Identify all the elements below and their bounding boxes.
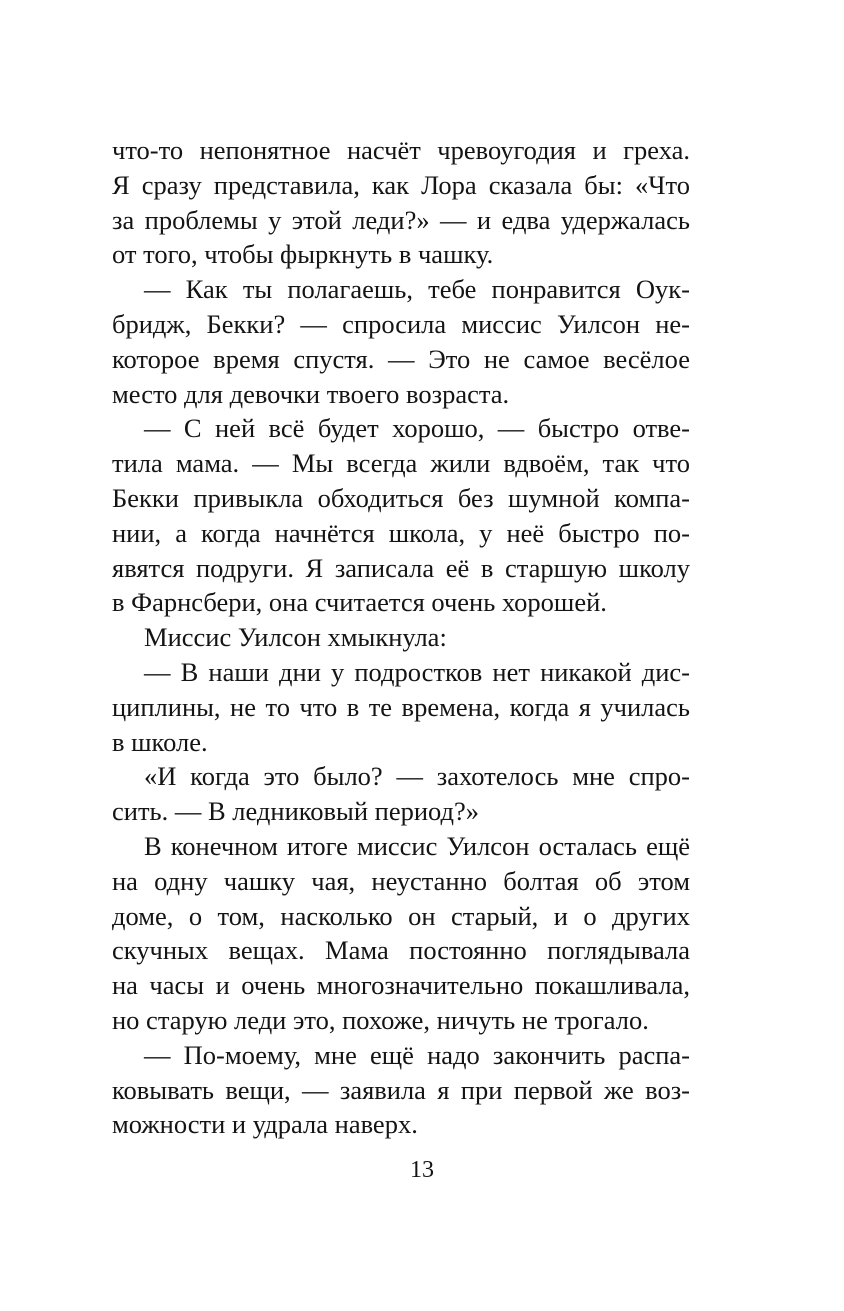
text-line: явятся подруги. Я записала её в старшую школу <box>112 552 690 583</box>
text-line: В конечном итоге миссис Уилсон осталась ещё <box>144 830 690 861</box>
page-number: 13 <box>410 1157 434 1183</box>
text-line: которое время спустя. — Это не самое весёлое <box>112 343 690 374</box>
text-line: Я сразу представила, как Лора сказала бы: «Что <box>112 169 690 200</box>
text-line: за проблемы у этой леди?» — и едва удержалась <box>112 204 690 235</box>
text-line: доме, о том, насколько он старый, и о других <box>112 900 690 931</box>
text-line: скучных вещах. Мама постоянно поглядывала <box>112 935 690 966</box>
text-line: циплины, не то что в те времена, когда я училась <box>112 691 690 722</box>
text-line: нии, а когда начнётся школа, у неё быстро по- <box>112 517 690 548</box>
text-line: что-то непонятное насчёт чревоугодия и греха. <box>112 135 690 165</box>
text-line: Бекки привыкла обходиться без шумной компа- <box>112 482 690 513</box>
text-line: на одну чашку чая, неустанно болтая об этом <box>112 865 690 896</box>
text-line: Миссис Уилсон хмыкнула: <box>144 622 447 653</box>
text-line: тила мама. — Мы всегда жили вдвоём, так что <box>112 448 690 479</box>
text-line: но старую леди это, похоже, ничуть не трогало. <box>112 1004 649 1035</box>
text-line: место для девочки твоего возраста. <box>112 378 510 409</box>
text-line: — С ней всё будет хорошо, — быстро отве- <box>144 413 690 444</box>
text-line: — В наши дни у подростков нет никакой дис- <box>144 656 690 687</box>
body-text <box>112 133 690 1142</box>
text-line: в школе. <box>112 726 208 757</box>
text-line: на часы и очень многозначительно покашливала, <box>112 970 690 1001</box>
text-line: «И когда это было? — захотелось мне спро- <box>144 761 690 792</box>
text-line: — По-моему, мне ещё надо закончить распа- <box>144 1039 690 1070</box>
text-line: — Как ты полагаешь, тебе понравится Оук- <box>144 274 690 305</box>
text-line: от того, чтобы фыркнуть в чашку. <box>112 239 494 270</box>
text-line: можности и удрала наверх. <box>112 1109 418 1140</box>
text-line: сить. — В ледниковый период?» <box>112 796 480 827</box>
text-line: в Фарнсбери, она считается очень хорошей. <box>112 587 607 618</box>
text-line: ковывать вещи, — заявила я при первой же воз- <box>112 1074 690 1105</box>
text-line: бридж, Бекки? — спросила миссис Уилсон не- <box>112 308 690 339</box>
